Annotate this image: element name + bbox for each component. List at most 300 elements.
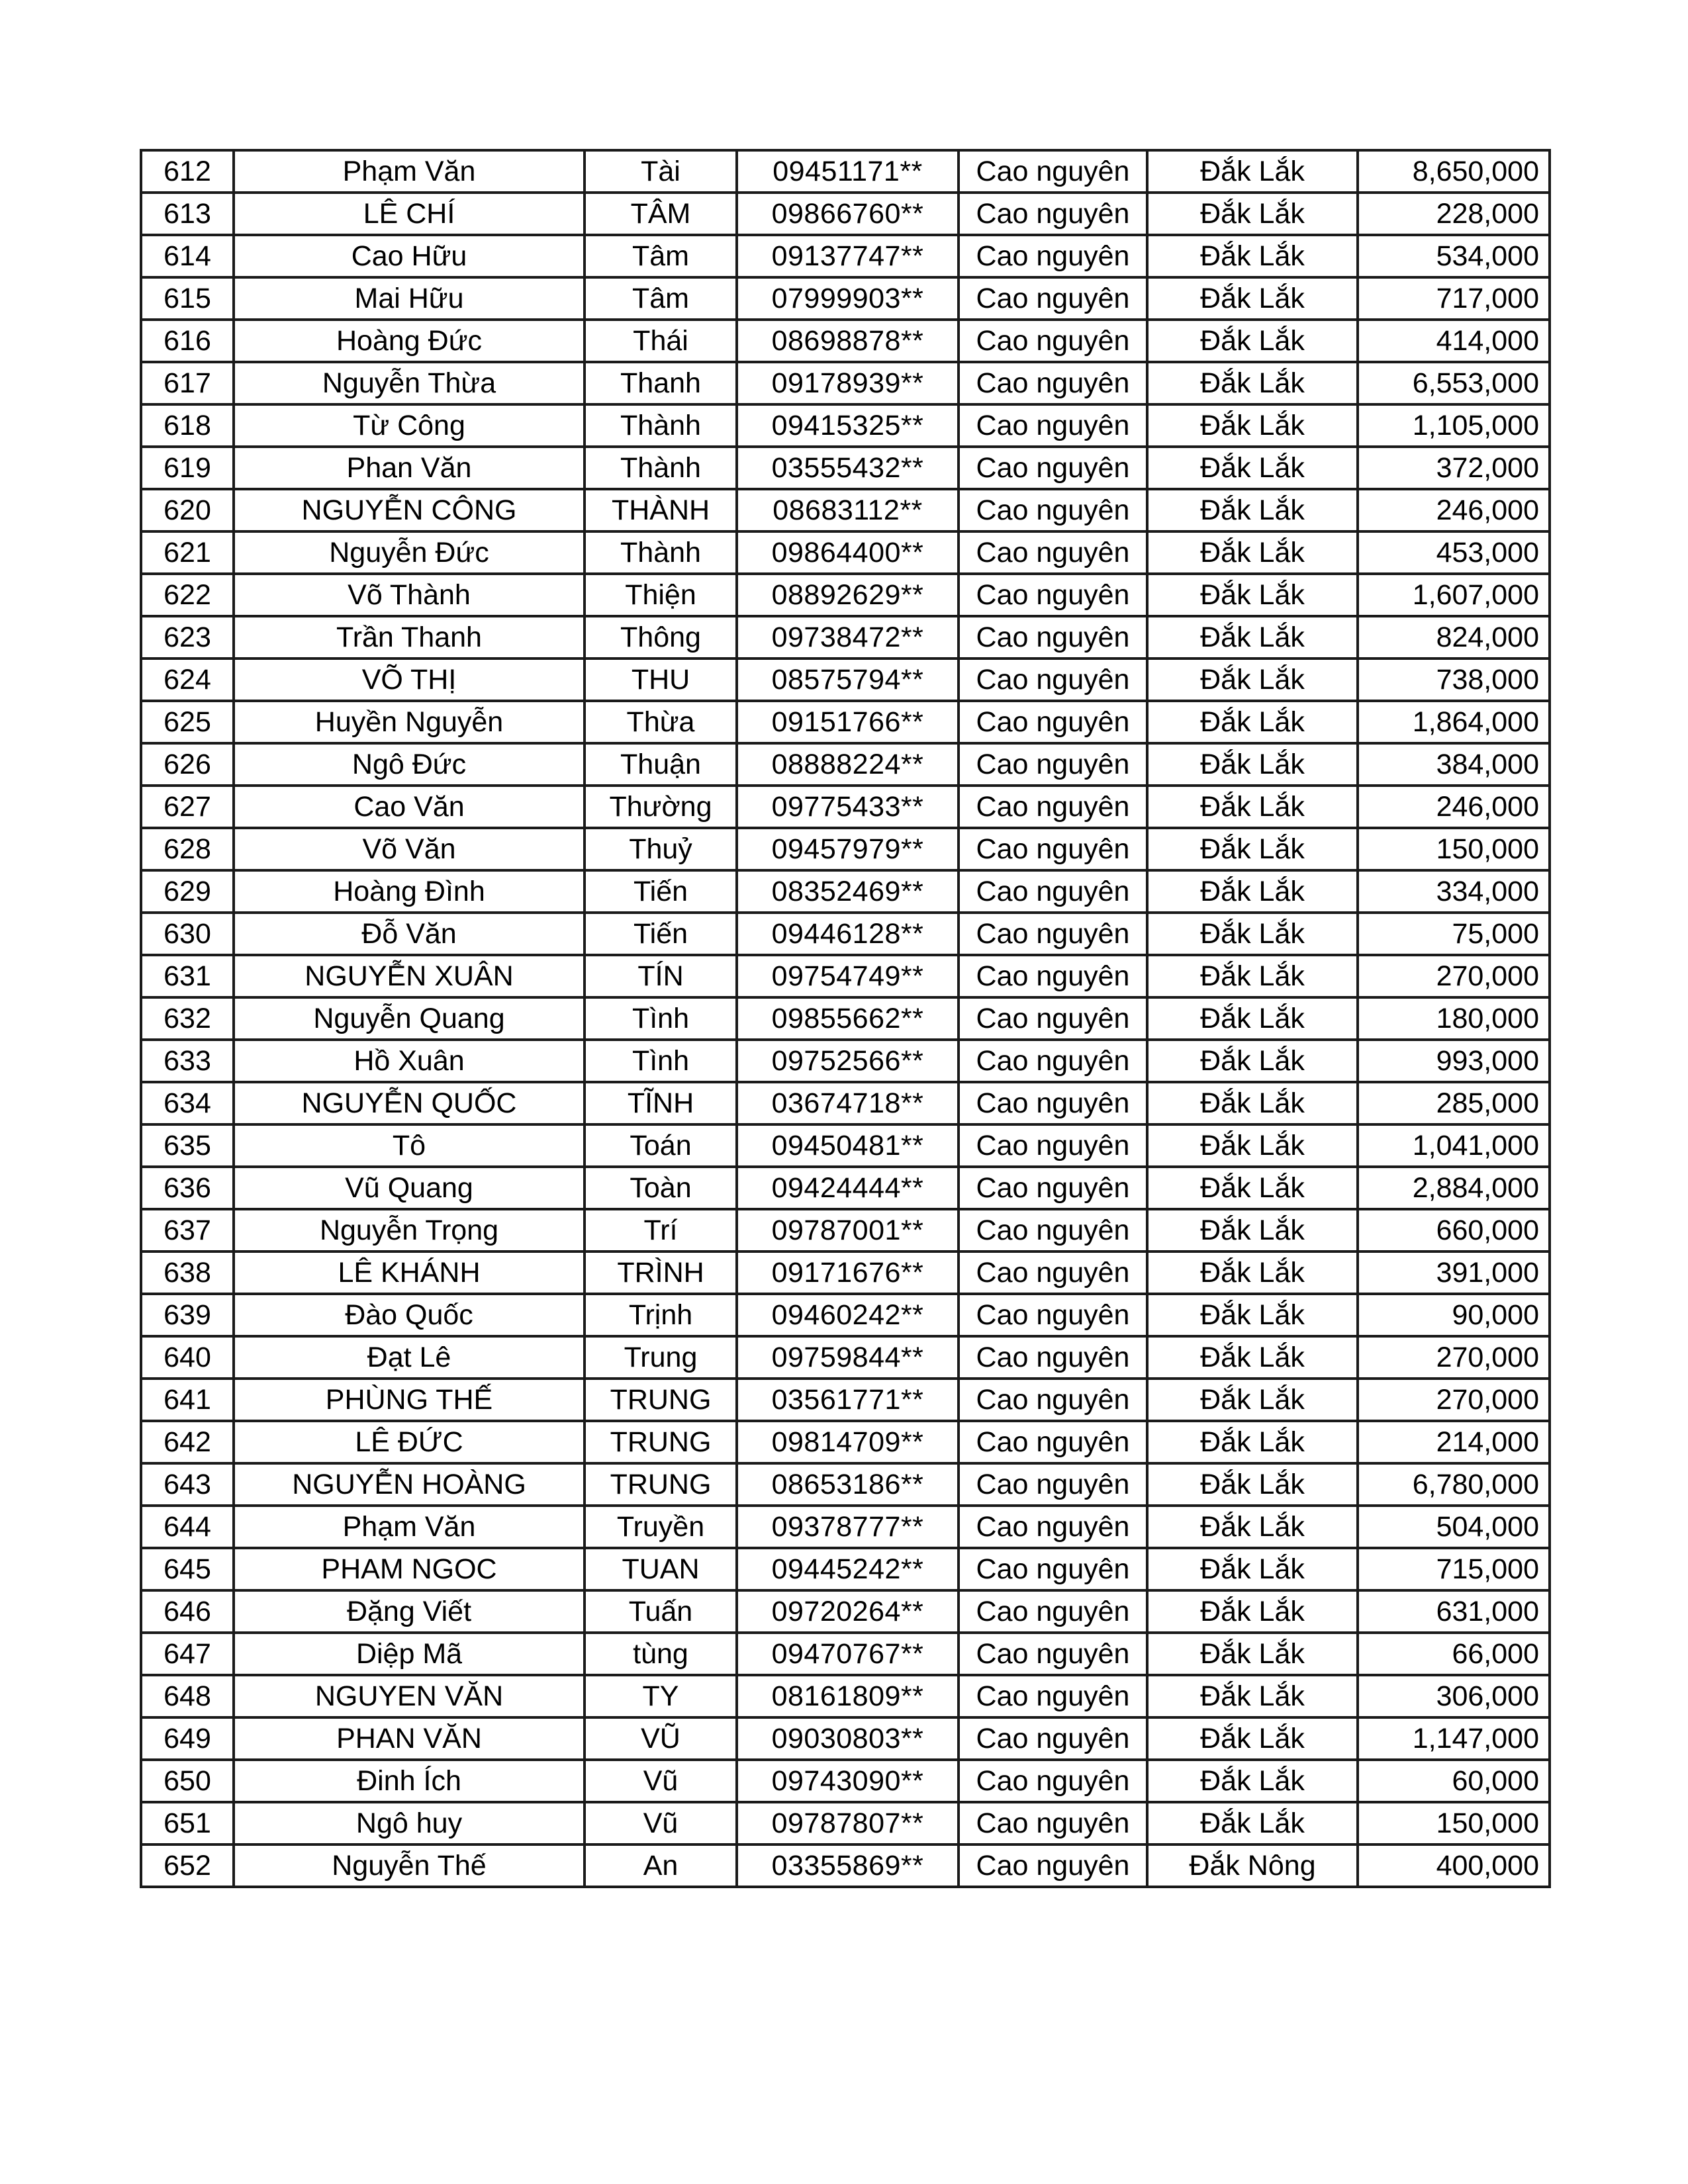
row-number-cell: 631 [141,955,234,997]
province-cell: Đắk Lắk [1147,913,1358,955]
table-row [141,1675,1550,1717]
amount-cell: 534,000 [1358,235,1550,277]
family-name-cell: VÕ THỊ [234,659,585,701]
phone-number-cell: 09451171** [737,150,959,193]
row-number-cell: 627 [141,786,234,828]
given-name-cell: Thanh [585,362,737,404]
amount-cell: 228,000 [1358,193,1550,235]
given-name-cell: TRUNG [585,1421,737,1463]
table-row [141,701,1550,743]
amount-cell: 1,147,000 [1358,1717,1550,1760]
family-name-cell: Trần Thanh [234,616,585,659]
phone-number-cell: 08575794** [737,659,959,701]
amount-cell: 285,000 [1358,1082,1550,1124]
row-number-cell: 615 [141,277,234,320]
table-row [141,743,1550,786]
row-number-cell: 640 [141,1336,234,1379]
province-cell: Đắk Lắk [1147,1633,1358,1675]
row-number-cell: 645 [141,1548,234,1590]
row-number-cell: 636 [141,1167,234,1209]
region-cell: Cao nguyên [959,404,1147,447]
phone-number-cell: 09446128** [737,913,959,955]
table-row [141,659,1550,701]
province-cell: Đắk Lắk [1147,489,1358,531]
region-cell: Cao nguyên [959,1040,1147,1082]
family-name-cell: Nguyễn Thế [234,1844,585,1887]
phone-number-cell: 09171676** [737,1251,959,1294]
amount-cell: 270,000 [1358,1336,1550,1379]
table-row [141,362,1550,404]
table-row [141,447,1550,489]
province-cell: Đắk Nông [1147,1844,1358,1887]
region-cell: Cao nguyên [959,955,1147,997]
row-number-cell: 623 [141,616,234,659]
given-name-cell: Thành [585,531,737,574]
family-name-cell: NGUYỄN HOÀNG [234,1463,585,1506]
table-row [141,955,1550,997]
table-row [141,1379,1550,1421]
family-name-cell: Tô [234,1124,585,1167]
row-number-cell: 628 [141,828,234,870]
family-name-cell: NGUYEN VĂN [234,1675,585,1717]
donor-table-body [141,150,1550,1887]
phone-number-cell: 09030803** [737,1717,959,1760]
table-row [141,1548,1550,1590]
province-cell: Đắk Lắk [1147,1590,1358,1633]
table-row [141,150,1550,193]
region-cell: Cao nguyên [959,1802,1147,1844]
table-row [141,828,1550,870]
given-name-cell: Tiến [585,913,737,955]
amount-cell: 246,000 [1358,489,1550,531]
table-row [141,1082,1550,1124]
given-name-cell: Thuỷ [585,828,737,870]
phone-number-cell: 09378777** [737,1506,959,1548]
family-name-cell: Đinh Ích [234,1760,585,1802]
table-row [141,1844,1550,1887]
province-cell: Đắk Lắk [1147,320,1358,362]
province-cell: Đắk Lắk [1147,659,1358,701]
row-number-cell: 622 [141,574,234,616]
amount-cell: 414,000 [1358,320,1550,362]
table-row [141,997,1550,1040]
table-row [141,404,1550,447]
table-row [141,1590,1550,1633]
row-number-cell: 637 [141,1209,234,1251]
table-row [141,1209,1550,1251]
region-cell: Cao nguyên [959,1124,1147,1167]
given-name-cell: Tiến [585,870,737,913]
table-row [141,193,1550,235]
region-cell: Cao nguyên [959,1379,1147,1421]
region-cell: Cao nguyên [959,1251,1147,1294]
given-name-cell: Thiện [585,574,737,616]
row-number-cell: 618 [141,404,234,447]
table-row [141,786,1550,828]
row-number-cell: 641 [141,1379,234,1421]
row-number-cell: 646 [141,1590,234,1633]
row-number-cell: 635 [141,1124,234,1167]
family-name-cell: Võ Văn [234,828,585,870]
province-cell: Đắk Lắk [1147,1379,1358,1421]
row-number-cell: 648 [141,1675,234,1717]
region-cell: Cao nguyên [959,1294,1147,1336]
given-name-cell: Vũ [585,1802,737,1844]
family-name-cell: LÊ ĐỨC [234,1421,585,1463]
phone-number-cell: 03561771** [737,1379,959,1421]
table-row [141,235,1550,277]
family-name-cell: Đào Quốc [234,1294,585,1336]
row-number-cell: 613 [141,193,234,235]
given-name-cell: TUAN [585,1548,737,1590]
table-row [141,1463,1550,1506]
region-cell: Cao nguyên [959,913,1147,955]
row-number-cell: 650 [141,1760,234,1802]
phone-number-cell: 03355869** [737,1844,959,1887]
region-cell: Cao nguyên [959,235,1147,277]
given-name-cell: Tâm [585,235,737,277]
province-cell: Đắk Lắk [1147,1675,1358,1717]
family-name-cell: Vũ Quang [234,1167,585,1209]
amount-cell: 631,000 [1358,1590,1550,1633]
phone-number-cell: 09752566** [737,1040,959,1082]
amount-cell: 270,000 [1358,1379,1550,1421]
amount-cell: 246,000 [1358,786,1550,828]
region-cell: Cao nguyên [959,616,1147,659]
province-cell: Đắk Lắk [1147,1082,1358,1124]
phone-number-cell: 07999903** [737,277,959,320]
row-number-cell: 626 [141,743,234,786]
amount-cell: 1,607,000 [1358,574,1550,616]
given-name-cell: TÂM [585,193,737,235]
province-cell: Đắk Lắk [1147,1548,1358,1590]
row-number-cell: 647 [141,1633,234,1675]
row-number-cell: 616 [141,320,234,362]
region-cell: Cao nguyên [959,1633,1147,1675]
family-name-cell: Cao Văn [234,786,585,828]
given-name-cell: TRÌNH [585,1251,737,1294]
family-name-cell: LÊ CHÍ [234,193,585,235]
amount-cell: 150,000 [1358,1802,1550,1844]
amount-cell: 993,000 [1358,1040,1550,1082]
amount-cell: 334,000 [1358,870,1550,913]
table-row [141,1802,1550,1844]
region-cell: Cao nguyên [959,1844,1147,1887]
family-name-cell: Nguyễn Thừa [234,362,585,404]
table-row [141,531,1550,574]
given-name-cell: TĨNH [585,1082,737,1124]
amount-cell: 8,650,000 [1358,150,1550,193]
given-name-cell: Tuấn [585,1590,737,1633]
amount-cell: 1,864,000 [1358,701,1550,743]
given-name-cell: Tâm [585,277,737,320]
region-cell: Cao nguyên [959,870,1147,913]
amount-cell: 1,041,000 [1358,1124,1550,1167]
phone-number-cell: 09866760** [737,193,959,235]
family-name-cell: Nguyễn Trọng [234,1209,585,1251]
region-cell: Cao nguyên [959,1336,1147,1379]
province-cell: Đắk Lắk [1147,1760,1358,1802]
province-cell: Đắk Lắk [1147,1124,1358,1167]
region-cell: Cao nguyên [959,1590,1147,1633]
phone-number-cell: 08653186** [737,1463,959,1506]
province-cell: Đắk Lắk [1147,1463,1358,1506]
given-name-cell: Thành [585,447,737,489]
row-number-cell: 619 [141,447,234,489]
given-name-cell: Thông [585,616,737,659]
province-cell: Đắk Lắk [1147,193,1358,235]
phone-number-cell: 03555432** [737,447,959,489]
phone-number-cell: 09775433** [737,786,959,828]
region-cell: Cao nguyên [959,150,1147,193]
province-cell: Đắk Lắk [1147,870,1358,913]
province-cell: Đắk Lắk [1147,701,1358,743]
phone-number-cell: 03674718** [737,1082,959,1124]
phone-number-cell: 09754749** [737,955,959,997]
province-cell: Đắk Lắk [1147,235,1358,277]
given-name-cell: Tình [585,1040,737,1082]
family-name-cell: Ngô Đức [234,743,585,786]
amount-cell: 372,000 [1358,447,1550,489]
table-row [141,1167,1550,1209]
table-row [141,1040,1550,1082]
phone-number-cell: 08892629** [737,574,959,616]
region-cell: Cao nguyên [959,531,1147,574]
table-row [141,320,1550,362]
family-name-cell: Đạt Lê [234,1336,585,1379]
region-cell: Cao nguyên [959,1463,1147,1506]
phone-number-cell: 08888224** [737,743,959,786]
row-number-cell: 624 [141,659,234,701]
phone-number-cell: 09814709** [737,1421,959,1463]
region-cell: Cao nguyên [959,1717,1147,1760]
given-name-cell: VŨ [585,1717,737,1760]
province-cell: Đắk Lắk [1147,574,1358,616]
given-name-cell: THU [585,659,737,701]
family-name-cell: Huyền Nguyễn [234,701,585,743]
given-name-cell: Thuận [585,743,737,786]
region-cell: Cao nguyên [959,447,1147,489]
row-number-cell: 614 [141,235,234,277]
family-name-cell: Mai Hữu [234,277,585,320]
region-cell: Cao nguyên [959,997,1147,1040]
province-cell: Đắk Lắk [1147,447,1358,489]
row-number-cell: 612 [141,150,234,193]
row-number-cell: 621 [141,531,234,574]
amount-cell: 66,000 [1358,1633,1550,1675]
region-cell: Cao nguyên [959,362,1147,404]
family-name-cell: Diệp Mã [234,1633,585,1675]
given-name-cell: Tình [585,997,737,1040]
row-number-cell: 643 [141,1463,234,1506]
phone-number-cell: 08683112** [737,489,959,531]
family-name-cell: LÊ KHÁNH [234,1251,585,1294]
row-number-cell: 629 [141,870,234,913]
phone-number-cell: 09460242** [737,1294,959,1336]
row-number-cell: 632 [141,997,234,1040]
province-cell: Đắk Lắk [1147,955,1358,997]
phone-number-cell: 09738472** [737,616,959,659]
given-name-cell: Thừa [585,701,737,743]
row-number-cell: 642 [141,1421,234,1463]
phone-number-cell: 09450481** [737,1124,959,1167]
region-cell: Cao nguyên [959,659,1147,701]
given-name-cell: Tài [585,150,737,193]
amount-cell: 150,000 [1358,828,1550,870]
given-name-cell: Truyền [585,1506,737,1548]
amount-cell: 75,000 [1358,913,1550,955]
region-cell: Cao nguyên [959,193,1147,235]
province-cell: Đắk Lắk [1147,1251,1358,1294]
phone-number-cell: 09787001** [737,1209,959,1251]
given-name-cell: TRUNG [585,1379,737,1421]
family-name-cell: Từ Công [234,404,585,447]
region-cell: Cao nguyên [959,1675,1147,1717]
phone-number-cell: 09457979** [737,828,959,870]
table-row [141,1506,1550,1548]
phone-number-cell: 09864400** [737,531,959,574]
row-number-cell: 634 [141,1082,234,1124]
phone-number-cell: 09470767** [737,1633,959,1675]
given-name-cell: Trí [585,1209,737,1251]
province-cell: Đắk Lắk [1147,1336,1358,1379]
phone-number-cell: 09720264** [737,1590,959,1633]
row-number-cell: 639 [141,1294,234,1336]
table-row [141,1633,1550,1675]
province-cell: Đắk Lắk [1147,531,1358,574]
given-name-cell: TÍN [585,955,737,997]
province-cell: Đắk Lắk [1147,616,1358,659]
family-name-cell: PHAM NGOC [234,1548,585,1590]
province-cell: Đắk Lắk [1147,1717,1358,1760]
province-cell: Đắk Lắk [1147,1294,1358,1336]
phone-number-cell: 09787807** [737,1802,959,1844]
region-cell: Cao nguyên [959,743,1147,786]
given-name-cell: Trịnh [585,1294,737,1336]
province-cell: Đắk Lắk [1147,997,1358,1040]
amount-cell: 660,000 [1358,1209,1550,1251]
table-row [141,913,1550,955]
given-name-cell: Trung [585,1336,737,1379]
amount-cell: 504,000 [1358,1506,1550,1548]
phone-number-cell: 08161809** [737,1675,959,1717]
row-number-cell: 644 [141,1506,234,1548]
family-name-cell: Hồ Xuân [234,1040,585,1082]
given-name-cell: Vũ [585,1760,737,1802]
phone-number-cell: 08698878** [737,320,959,362]
amount-cell: 214,000 [1358,1421,1550,1463]
region-cell: Cao nguyên [959,828,1147,870]
given-name-cell: An [585,1844,737,1887]
amount-cell: 717,000 [1358,277,1550,320]
table-row [141,1421,1550,1463]
table-row [141,1124,1550,1167]
province-cell: Đắk Lắk [1147,1506,1358,1548]
row-number-cell: 649 [141,1717,234,1760]
phone-number-cell: 09759844** [737,1336,959,1379]
table-row [141,1294,1550,1336]
table-row [141,1251,1550,1294]
given-name-cell: TRUNG [585,1463,737,1506]
province-cell: Đắk Lắk [1147,1167,1358,1209]
row-number-cell: 617 [141,362,234,404]
table-row [141,489,1550,531]
row-number-cell: 630 [141,913,234,955]
region-cell: Cao nguyên [959,1082,1147,1124]
phone-number-cell: 09178939** [737,362,959,404]
row-number-cell: 633 [141,1040,234,1082]
family-name-cell: Hoàng Đức [234,320,585,362]
table-row [141,1717,1550,1760]
amount-cell: 270,000 [1358,955,1550,997]
family-name-cell: Võ Thành [234,574,585,616]
phone-number-cell: 09137747** [737,235,959,277]
region-cell: Cao nguyên [959,320,1147,362]
given-name-cell: tùng [585,1633,737,1675]
given-name-cell: Thành [585,404,737,447]
family-name-cell: Cao Hữu [234,235,585,277]
amount-cell: 824,000 [1358,616,1550,659]
table-row [141,870,1550,913]
family-name-cell: Nguyễn Đức [234,531,585,574]
phone-number-cell: 08352469** [737,870,959,913]
amount-cell: 738,000 [1358,659,1550,701]
amount-cell: 180,000 [1358,997,1550,1040]
region-cell: Cao nguyên [959,786,1147,828]
phone-number-cell: 09151766** [737,701,959,743]
phone-number-cell: 09743090** [737,1760,959,1802]
amount-cell: 6,553,000 [1358,362,1550,404]
region-cell: Cao nguyên [959,489,1147,531]
family-name-cell: Nguyễn Quang [234,997,585,1040]
region-cell: Cao nguyên [959,1209,1147,1251]
phone-number-cell: 09415325** [737,404,959,447]
family-name-cell: Ngô huy [234,1802,585,1844]
given-name-cell: TY [585,1675,737,1717]
amount-cell: 715,000 [1358,1548,1550,1590]
province-cell: Đắk Lắk [1147,1421,1358,1463]
amount-cell: 60,000 [1358,1760,1550,1802]
row-number-cell: 652 [141,1844,234,1887]
amount-cell: 453,000 [1358,531,1550,574]
family-name-cell: Phan Văn [234,447,585,489]
donor-table [140,149,1551,1888]
region-cell: Cao nguyên [959,574,1147,616]
amount-cell: 1,105,000 [1358,404,1550,447]
phone-number-cell: 09424444** [737,1167,959,1209]
family-name-cell: NGUYỄN QUỐC [234,1082,585,1124]
table-row [141,1760,1550,1802]
table-row [141,1336,1550,1379]
family-name-cell: Đặng Viết [234,1590,585,1633]
province-cell: Đắk Lắk [1147,1040,1358,1082]
amount-cell: 6,780,000 [1358,1463,1550,1506]
province-cell: Đắk Lắk [1147,1802,1358,1844]
province-cell: Đắk Lắk [1147,277,1358,320]
province-cell: Đắk Lắk [1147,362,1358,404]
region-cell: Cao nguyên [959,701,1147,743]
region-cell: Cao nguyên [959,277,1147,320]
region-cell: Cao nguyên [959,1167,1147,1209]
family-name-cell: NGUYỄN XUÂN [234,955,585,997]
family-name-cell: Hoàng Đình [234,870,585,913]
row-number-cell: 625 [141,701,234,743]
table-row [141,574,1550,616]
region-cell: Cao nguyên [959,1548,1147,1590]
family-name-cell: Phạm Văn [234,150,585,193]
province-cell: Đắk Lắk [1147,743,1358,786]
amount-cell: 400,000 [1358,1844,1550,1887]
